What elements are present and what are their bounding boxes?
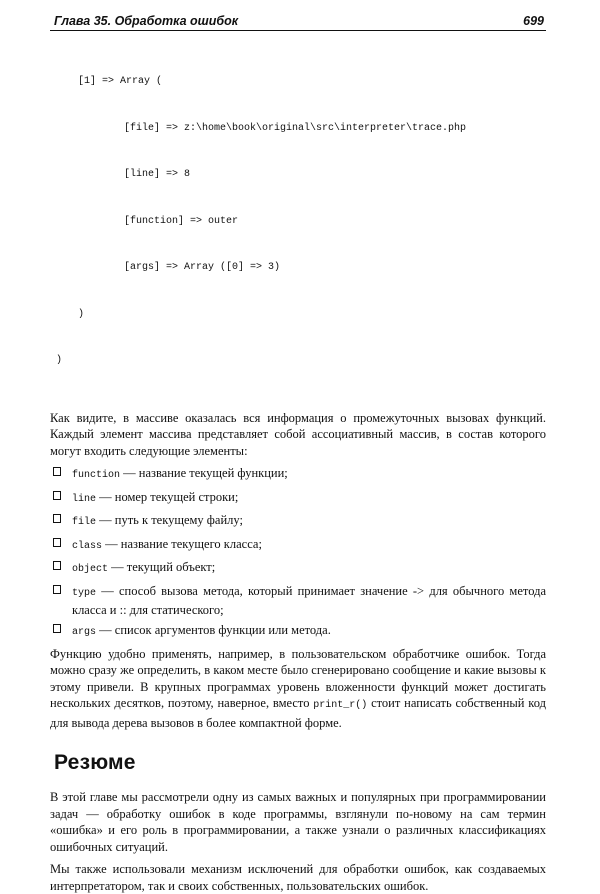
list-item bbox=[50, 489, 546, 508]
usage-text-before: Функцию удобно применять, например, в пользовательском обработчике ошибок. Тогда можно сразу же определить, в каком месте было сгенерировано сообщение и какие вызовы к этому привели. В крупных программах уровень вложенности функций может достигать нескольких десятков, поэтому, наверное, вместо bbox=[50, 646, 546, 710]
code-line: ) bbox=[56, 355, 63, 366]
item-text: — способ вызова метода, который принимает значение -> для обычного метода класса и :: для статического; bbox=[72, 583, 546, 617]
list-item bbox=[50, 536, 546, 555]
item-key: args bbox=[72, 627, 97, 638]
checkbox-bullet-icon bbox=[53, 561, 61, 570]
code-line: [file] => z:\home\book\original\src\interpreter\trace.php bbox=[124, 122, 467, 134]
checkbox-bullet-icon bbox=[53, 585, 61, 594]
code-line: [1] => Array ( bbox=[78, 76, 163, 87]
checkbox-bullet-icon bbox=[53, 514, 61, 523]
paragraph-intro: Как видите, в массиве оказалась вся информация о промежуточных вызовах функций. Каждый элемент массива представляет собой ассоциативный массив, в состав которого могут входить следующие элементы: bbox=[50, 410, 546, 458]
element-list bbox=[50, 465, 546, 641]
list-item bbox=[50, 559, 546, 578]
item-text: — список аргументов функции или метода. bbox=[96, 623, 331, 637]
item-key: type bbox=[72, 587, 97, 599]
item-text: — название текущей функции; bbox=[120, 466, 288, 480]
paragraph-usage bbox=[50, 646, 546, 732]
list-item bbox=[50, 465, 546, 484]
inline-code: print_r() bbox=[313, 700, 368, 711]
book-page bbox=[50, 14, 546, 894]
chapter-title: Глава 35. Обработка ошибок bbox=[54, 14, 239, 28]
checkbox-bullet-icon bbox=[53, 491, 61, 500]
paragraph-summary-2: Мы также использовали механизм исключений для обработки ошибок, как создаваемых интерпретатором, так и своих собственных, пользовательских ошибок. bbox=[50, 862, 546, 893]
running-header bbox=[50, 14, 546, 31]
item-text: — номер текущей строки; bbox=[96, 489, 239, 504]
checkbox-bullet-icon bbox=[53, 467, 61, 476]
section-heading: Резюме bbox=[54, 751, 136, 774]
item-text: — текущий объект; bbox=[108, 560, 216, 574]
page-number: 699 bbox=[523, 14, 544, 28]
item-key: object bbox=[72, 564, 109, 575]
item-key: line bbox=[72, 493, 97, 505]
usage-text-after: стоит написать собственный код для вывода дерева вызовов в более компактной форме. bbox=[50, 696, 546, 730]
code-line: [args] => Array ([0] => 3) bbox=[124, 262, 281, 273]
list-item bbox=[50, 583, 546, 618]
item-key: function bbox=[72, 470, 121, 481]
item-key: file bbox=[72, 517, 97, 528]
item-key: class bbox=[72, 540, 103, 552]
item-text: — путь к текущему файлу; bbox=[96, 513, 243, 527]
checkbox-bullet-icon bbox=[53, 538, 61, 547]
item-text: — название текущего класса; bbox=[102, 536, 262, 551]
list-item bbox=[50, 622, 546, 641]
checkbox-bullet-icon bbox=[53, 624, 61, 633]
list-item bbox=[50, 512, 546, 531]
code-listing bbox=[50, 43, 546, 400]
code-line: [function] => outer bbox=[124, 215, 239, 227]
paragraph-summary-1: В этой главе мы рассмотрели одну из самых важных и популярных при программировании задач — обработку ошибок в коде программы, взглянули по-новому на сам термин «ошибка» и его роль в программировании, а также узнали о различных классификациях ошибочных ситуаций. bbox=[50, 790, 546, 854]
code-line: [line] => 8 bbox=[124, 169, 191, 180]
code-line: ) bbox=[78, 308, 85, 320]
